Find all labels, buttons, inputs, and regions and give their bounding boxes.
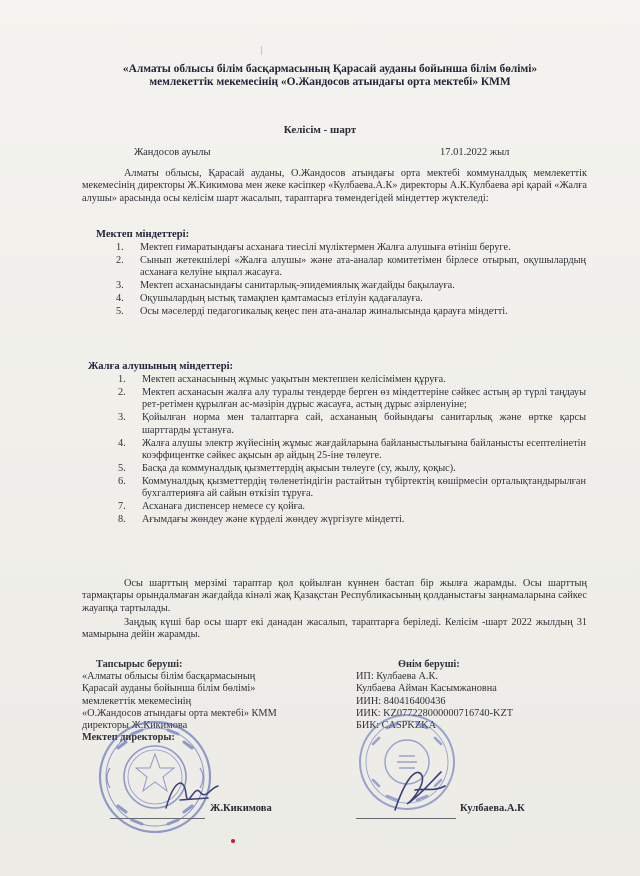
supplier-name: Кулбаева.А.К [460,803,525,814]
customer-line: «Алматы облысы білім басқармасының [82,671,256,683]
list-item: 2. Сынып жетекшілері «Жалға алушы» және ата-аналар комитетімен бірлесе отырып, оқушылардың асханаға келуіне ықпал жасауға. [116,254,586,279]
list-item: 6. Коммуналдық қызметтердің төленетіндігін растайтын түбіртектің көшірмесін орталықтандырылған бухгалтерияға ай сайын өткізіп тұруға. [118,475,586,500]
list-item: 7. Асханаға диспенсер немесе су қойға. [118,501,305,513]
school-obligations-title: Мектеп міндеттері: [96,229,190,240]
customer-line: Қарасай ауданы бойынша білім бөлімі» [82,683,256,695]
list-item: 4. Оқушылардың ыстық тамақпен қамтамасыз етілуін қадағалауға. [116,293,423,305]
tenant-obligations-title: Жалға алушының міндеттері: [88,361,234,372]
customer-line: директоры Ж.Кикимова [82,720,188,732]
supplier-line: ИИК: KZ077228000000716740-KZT [356,707,514,719]
header-line-1: «Алматы облысы білім басқармасының Қарасай ауданы бойынша білім бөлімі» [122,63,538,75]
contract-place: Жандосов ауылы [134,147,211,158]
list-item: 5. Басқа да коммуналдық қызметтердің ақысын төлеуге (су, жылу, қоқыс). [118,462,456,474]
director-name: Ж.Кикимова [210,803,272,814]
customer-heading: Тапсырыс беруші: [96,659,183,670]
director-signature-line [110,818,205,819]
document-title: Келісім - шарт [283,124,357,136]
supplier-heading: Өнім беруші: [398,659,460,670]
term-paragraph: Осы шарттың мерзімі тараптар қол қойылған күннен бастап бір жылға жарамды. Осы шарттың тармақтары орындалмаған жағдайда кінәлі жақ Қазақстан Республикасының қолданыстағы заңнамаларына сәйкес жауапқа тартылады. [82,578,587,614]
supplier-signature-line [356,818,456,819]
scan-speck [261,46,262,55]
supplier-line: ИИН: 840416400436 [356,695,446,707]
header-line-2: мемлекеттік мекемесінің «О.Жандосов атындағы орта мектебі» КММ [149,76,511,88]
list-item: 5. Осы мәселерді педагогикалық кеңес пен ата-аналар жиналысында қарауға міндетті. [116,306,508,318]
list-item: 4. Жалға алушы электр жүйесінің жұмыс жағдайларына байланыстылығына байланысты есептелінетін коэффицентке сәйкес ақысын әр айдың 25-іне төлеуге. [118,437,586,461]
tenant-obligations-list [118,374,586,527]
supplier-line: БИК: CASPKZKA [356,720,437,732]
school-obligations-list [116,242,586,319]
list-item: 3. Мектеп асханасындағы санитарлық-эпидемиялық жағдайды бақылауға. [116,280,455,292]
contract-date: 17.01.2022 жыл [440,147,510,158]
validity-paragraph: Заңдық күші бар осы шарт екі данадан жасалып, тараптарға беріледі. Келісім -шарт 2022 жылдың 31 мамырына дейін жарамды. [82,617,587,641]
customer-line: «О.Жандосов атындағы орта мектебі» КММ [82,707,277,719]
supplier-signature [385,760,455,820]
red-mark [231,839,235,843]
list-item: 1. Мектеп ғимаратындағы асханаға тиесілі мүліктермен Жалға алушыға өтініш беруге. [116,242,511,253]
director-label: Мектеп директоры: [82,732,175,744]
list-item: 1. Мектеп асханасының жұмыс уақытын мектеппен келісімімен құруға. [118,374,446,385]
supplier-line: ИП: Кулбаева А.К. [356,671,438,683]
customer-line: мемлекеттік мекемесінің [82,695,192,707]
list-item: 2. Мектеп асханасын жалға алу туралы тендерде берген өз міндеттеріне сәйкес астың әр түрлі таңдауы рет-ретімен құрылған ас-мәзірін дұрыс жасауға, астың дұрыс әзірленуіне; [118,386,586,411]
list-item: 8. Ағымдағы жөндеу және күрделі жөндеу жүргізуге міндетті. [118,513,405,525]
supplier-line: Кулбаева Айман Касымжановна [356,683,497,695]
document-header [80,63,580,89]
list-item: 3. Қойылған норма мен талаптарға сай, асхананың бойындағы санитарлық және өртке қарсы шарттарды ұстануға. [118,412,586,436]
intro-paragraph: Алматы облысы, Қарасай ауданы, О.Жандосов атындағы орта мектебі коммуналдық мемлекеттік мекемесінің директоры Ж.Кикимова мен жеке кәсіпкер «Кулбаева.А.К» директоры А.К.Кулбаева әрі қарай «Жалға алушы» арасында осы келісім шарт жасалып, тараптарға төмендегідей міндеттер жүктеледі: [82,168,587,204]
